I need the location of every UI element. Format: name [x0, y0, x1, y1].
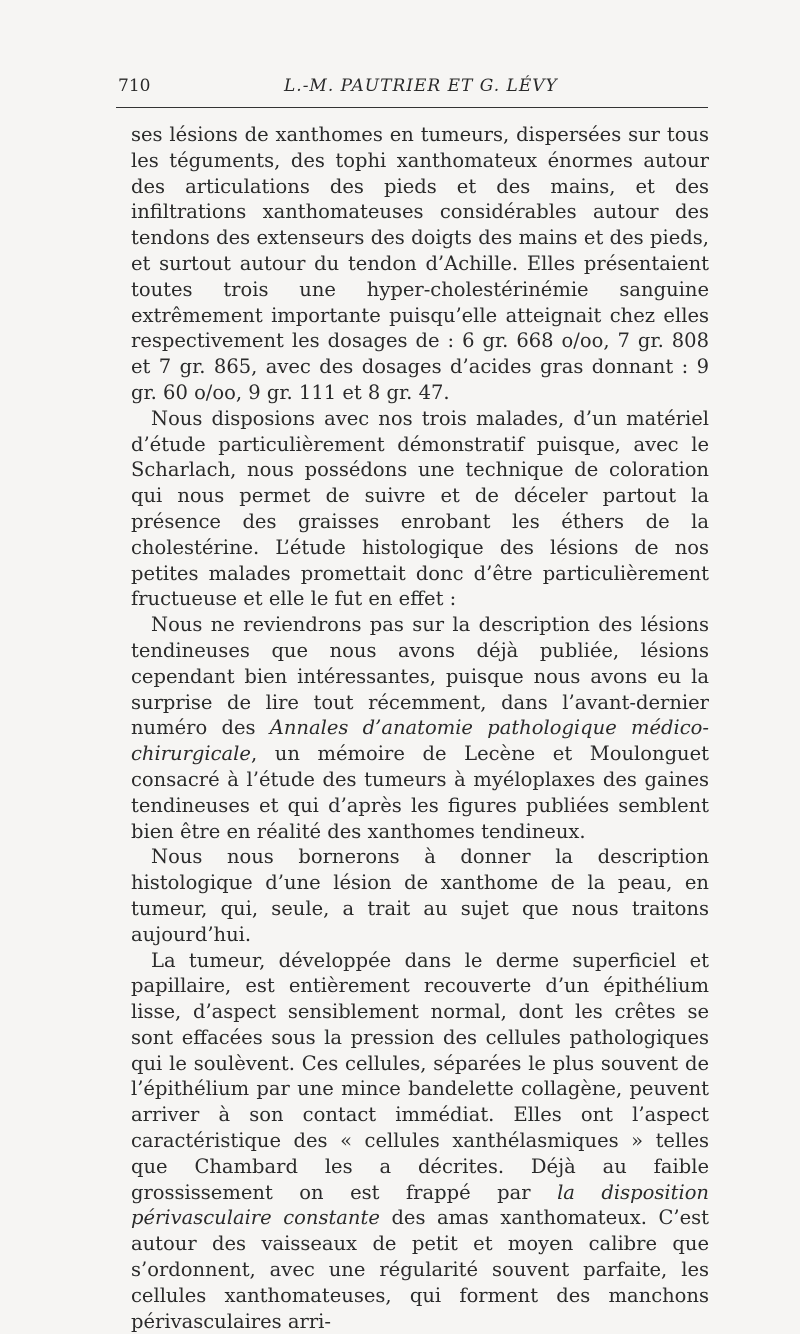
paragraph: Nous disposions avec nos trois malades, d’un matériel d’étude particulièrement démonstratif puisque, avec le Scharlach, nous possédons une technique de coloration qui nous permet de suivre et de déceler partout la présence des graisses enrobant les éthers de la cholestérine. L’étude histologique des lésions de nos petites malades promettait donc d’être particulièrement fructueuse et elle le fut en effet :	[131, 406, 709, 612]
paragraph: ses lésions de xanthomes en tumeurs, dispersées sur tous les téguments, des tophi xanthomateux énormes autour des articulations des pieds et des mains, et des infiltrations xanthomateuses considérables autour des tendons des extenseurs des doigts des mains et des pieds, et surtout autour du tendon d’Achille. Elles présentaient toutes trois une hyper-cholestérinémie sanguine extrêmement importante puisqu’elle atteignait chez elles respectivement les dosages de : 6 gr. 668 o/oo, 7 gr. 808 et 7 gr. 865, avec des dosages d’acides gras donnant : 9 gr. 60 o/oo, 9 gr. 111 et 8 gr. 47.	[131, 122, 709, 406]
page-header	[118, 76, 710, 100]
journal-title: Annales d’anatomie pathologique médico-chirurgicale	[131, 716, 709, 765]
page-number: 710	[118, 76, 150, 96]
body-text	[131, 122, 709, 1334]
running-title: L.-M. PAUTRIER ET G. LÉVY	[284, 76, 558, 96]
paragraph: Nous ne reviendrons pas sur la description des lésions tendineuses que nous avons déjà publiée, lésions cependant bien intéressantes, puisque nous avons eu la surprise de lire tout récemment, dans l’avant-dernier numéro des Annales d’anatomie pathologique médico-chirurgicale, un mémoire de Lecène et Moulonguet consacré à l’étude des tumeurs à myéloplaxes des gaines tendineuses et qui d’après les figures publiées semblent bien être en réalité des xanthomes tendineux.	[131, 612, 709, 844]
paragraph: Nous nous bornerons à donner la description histologique d’une lésion de xanthome de la peau, en tumeur, qui, seule, a trait au sujet que nous traitons aujourd’hui.	[131, 844, 709, 947]
header-rule	[116, 107, 708, 108]
emphasis: la disposition périvasculaire constante	[131, 1181, 709, 1230]
paragraph: La tumeur, développée dans le derme superficiel et papillaire, est entièrement recouverte d’un épithélium lisse, d’aspect sensiblement normal, dont les crêtes se sont effacées sous la pression des cellules pathologiques qui le soulèvent. Ces cellules, séparées le plus souvent de l’épithélium par une mince bandelette collagène, peuvent arriver à son contact immédiat. Elles ont l’aspect caractéristique des « cellules xanthélasmiques » telles que Chambard les a décrites. Déjà au faible grossissement on est frappé par la disposition périvasculaire constante des amas xanthomateux. C’est autour des vaisseaux de petit et moyen calibre que s’ordonnent, avec une régularité souvent parfaite, les cellules xanthomateuses, qui forment des manchons périvasculaires arri-	[131, 948, 709, 1334]
